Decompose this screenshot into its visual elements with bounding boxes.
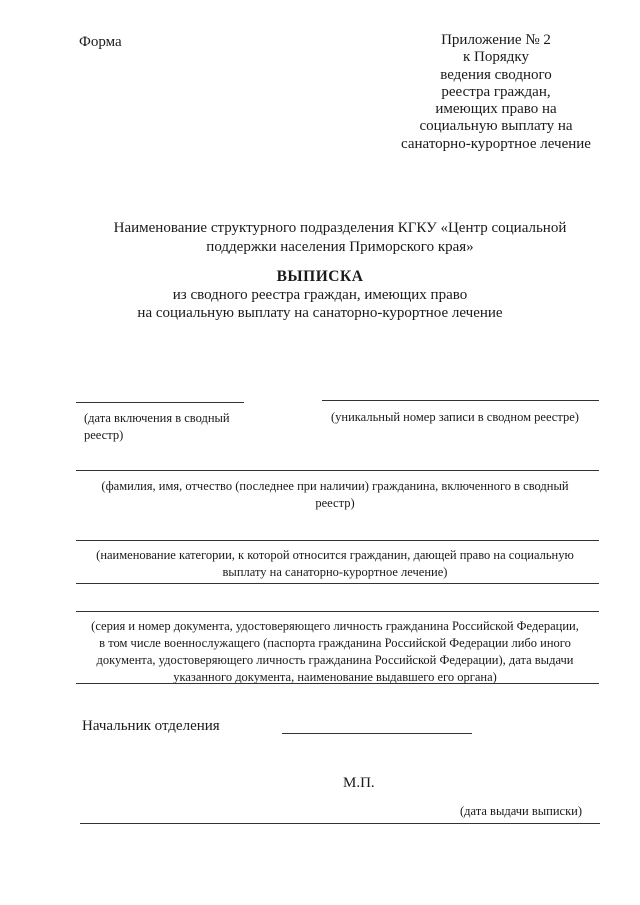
document-underline (76, 683, 599, 684)
appendix-line: санаторно-курортное лечение (401, 135, 591, 152)
issue-date-line[interactable] (80, 823, 600, 824)
document-line[interactable] (76, 611, 599, 612)
subtitle-line: из сводного реестра граждан, имеющих право (172, 287, 468, 303)
caption-line: (дата включения в сводный (84, 411, 230, 425)
appendix-line: ведения сводного (440, 66, 552, 83)
organization-name (70, 219, 610, 257)
caption-line: указанного документа, наименование выдавшего его органа) (173, 670, 497, 684)
organization-line: поддержки населения Приморского края» (206, 239, 474, 255)
stamp-label: М.П. (343, 775, 375, 791)
caption-line: (серия и номер документа, удостоверяющего личность гражданина Российской Федерации, (91, 619, 579, 633)
appendix-line: к Порядку (463, 49, 529, 66)
caption-line: в том числе военнослужащего (паспорта гражданина Российской Федерации либо иного (99, 636, 571, 650)
full-name-caption (70, 478, 600, 512)
appendix-block (393, 32, 599, 153)
caption-line: документа, удостоверяющего личность гражданина Российской Федерации), дата выдачи (96, 653, 574, 667)
document-title: ВЫПИСКА (276, 268, 364, 285)
signature-line[interactable] (282, 733, 472, 734)
appendix-line: реестра граждан, (441, 83, 551, 100)
subtitle-line: на социальную выплату на санаторно-курортное лечение (137, 305, 503, 321)
caption-line: выплату на санаторно-курортное лечение) (222, 565, 448, 579)
caption-line: (фамилия, имя, отчество (последнее при наличии) гражданина, включенного в сводный (101, 479, 569, 493)
record-number-caption: (уникальный номер записи в сводном реестре) (331, 410, 579, 424)
document-subtitle (40, 286, 600, 322)
organization-line: Наименование структурного подразделения КГКУ «Центр социальной (113, 220, 567, 236)
category-underline (76, 583, 599, 584)
caption-line: реестр) (315, 496, 355, 510)
form-label: Форма (79, 34, 122, 50)
category-line[interactable] (76, 540, 599, 541)
appendix-line: Приложение № 2 (441, 32, 551, 48)
document-caption (70, 618, 600, 686)
category-caption (70, 547, 600, 581)
caption-line: (наименование категории, к которой относится гражданин, дающей право на социальную (96, 548, 574, 562)
inclusion-date-line[interactable] (76, 402, 244, 403)
chief-label: Начальник отделения (82, 718, 220, 734)
appendix-line: социальную выплату на (419, 118, 573, 135)
issue-date-caption: (дата выдачи выписки) (460, 804, 582, 818)
caption-line: реестр) (84, 428, 124, 442)
record-number-line[interactable] (322, 400, 599, 401)
full-name-line[interactable] (76, 470, 599, 471)
appendix-line: имеющих право на (435, 101, 557, 118)
inclusion-date-caption (84, 410, 284, 444)
